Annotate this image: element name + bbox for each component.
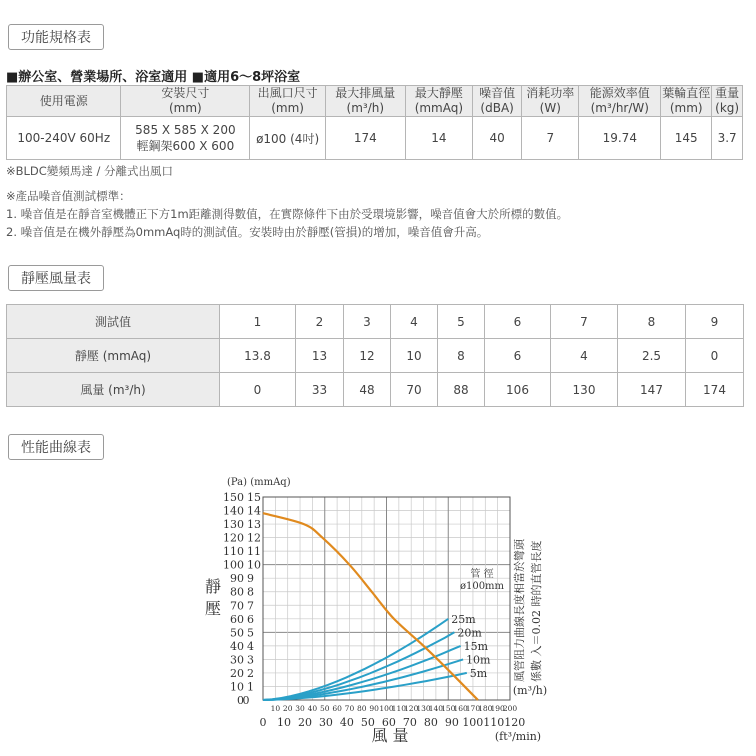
cell-airflow: 147 — [618, 373, 686, 407]
tab-spec-table[interactable]: 功能規格表 — [8, 24, 104, 50]
x-tick-cfm: 20 — [297, 716, 312, 729]
spec-data-row — [7, 117, 743, 160]
y-tick-mmaq: 6 — [247, 612, 254, 626]
y-tick-pa: 140 — [223, 504, 244, 518]
x-tick-cfm: 10 — [276, 716, 291, 729]
cell-efficiency: 19.74 — [579, 117, 661, 160]
cell-test: 9 — [686, 305, 744, 339]
x-tick-cmh: 10 — [270, 704, 281, 713]
x-tick-cfm: 90 — [444, 716, 459, 729]
header-power-consumption: 消耗功率 (W) — [522, 86, 579, 117]
duct-legend-size: ø100mm — [459, 581, 505, 592]
y-tick-mmaq: 9 — [247, 572, 254, 586]
cell-pressure: 4 — [551, 339, 618, 373]
tab-performance-curve[interactable]: 性能曲線表 — [8, 434, 104, 460]
cell-test: 1 — [220, 305, 296, 339]
y-tick-mmaq: 4 — [247, 639, 254, 653]
x-tick-cfm: 100 — [462, 716, 484, 729]
cell-impeller-diameter: 145 — [661, 117, 712, 160]
cell-airflow: 70 — [391, 373, 438, 407]
y-axis-title: 壓 — [204, 599, 222, 618]
y-tick-mmaq: 8 — [247, 585, 254, 599]
cell-test: 6 — [485, 305, 551, 339]
cell-install-size: 585 X 585 X 200 輕鋼架600 X 600 — [121, 117, 250, 160]
cell-test: 7 — [551, 305, 618, 339]
y-tick-pa: 0 — [237, 694, 244, 707]
cell-outlet-size: ø100 (4吋) — [250, 117, 326, 160]
y-tick-pa: 10 — [230, 680, 244, 694]
y-tick-pa: 110 — [223, 545, 244, 559]
duct-curve-label: 5m — [469, 666, 488, 680]
header-noise: 噪音值 (dBA) — [473, 86, 522, 117]
cell-pressure: 10 — [391, 339, 438, 373]
note-bldc: ※BLDC變頻馬達 / 分離式出風口 — [6, 164, 174, 178]
cell-weight: 3.7 — [712, 117, 743, 160]
row-label-pressure: 靜壓 (mmAq) — [7, 339, 220, 373]
y-tick-pa: 60 — [230, 612, 244, 626]
x-tick-cmh: 140 — [428, 704, 444, 713]
test-row — [7, 305, 744, 339]
fan-curve — [263, 513, 478, 700]
row-label-test: 測試值 — [7, 305, 220, 339]
x-unit-cmh: (m³/h) — [512, 684, 548, 697]
duct-curve-label: 25m — [451, 612, 476, 626]
spec-header-row — [7, 86, 743, 117]
y-tick-mmaq: 13 — [247, 518, 261, 532]
cell-pressure: 6 — [485, 339, 551, 373]
x-tick-cmh: 100 — [379, 704, 394, 713]
header-impeller-diameter: 葉輪直徑 (mm) — [662, 86, 711, 115]
cell-max-airflow: 174 — [325, 117, 405, 160]
x-tick-cfm: 30 — [318, 716, 333, 729]
cell-airflow: 0 — [220, 373, 296, 407]
note-noise-1: 1. 噪音值是在靜音室機體正下方1m距離測得數值，在實際條件下由於受環境影響，噪音值會大於所標的數值。 — [6, 207, 569, 221]
y-tick-mmaq: 3 — [247, 653, 254, 667]
header-max-pressure: 最大靜壓 (mmAq) — [405, 86, 472, 117]
cell-airflow: 88 — [438, 373, 485, 407]
y-tick-mmaq: 1 — [247, 680, 254, 694]
y-tick-pa: 20 — [230, 666, 244, 680]
x-tick-cmh: 130 — [416, 704, 431, 713]
x-tick-cmh: 20 — [282, 704, 293, 713]
x-tick-cmh: 30 — [295, 704, 305, 713]
cell-test: 2 — [296, 305, 344, 339]
cell-pressure: 13.8 — [220, 339, 296, 373]
y-tick-mmaq: 10 — [247, 558, 261, 572]
y-tick-mmaq: 11 — [247, 545, 261, 559]
y-tick-mmaq: 2 — [247, 666, 254, 680]
tab-static-table[interactable]: 靜壓風量表 — [8, 265, 104, 291]
x-tick-cmh: 60 — [332, 704, 342, 713]
cell-airflow: 48 — [344, 373, 391, 407]
cell-airflow: 174 — [686, 373, 744, 407]
static-pressure-table — [6, 304, 744, 407]
x-tick-cmh: 50 — [319, 704, 330, 713]
x-tick-cmh: 80 — [357, 704, 367, 713]
cell-test: 5 — [438, 305, 485, 339]
note-noise-2: 2. 噪音值是在機外靜壓為0mmAq時的測試值。安裝時由於靜壓(管損)的增加，噪音值會升高。 — [6, 225, 489, 239]
x-tick-cmh: 150 — [441, 704, 456, 713]
side-note-1: 風管阻力曲線長度相當於彎頭 — [513, 539, 526, 682]
header-outlet-size: 出風口尺寸 (mm) — [250, 86, 326, 117]
x-tick-cfm: 40 — [339, 716, 354, 729]
duct-curve-label: 20m — [457, 626, 482, 640]
x-tick-cmh: 190 — [490, 704, 505, 713]
y-tick-mmaq: 14 — [247, 504, 261, 518]
y-tick-pa: 80 — [230, 585, 244, 599]
page-heading: ■辦公室、營業場所、浴室適用 ■適用6～8坪浴室 — [6, 70, 301, 85]
header-max-airflow: 最大排風量 (m³/h) — [325, 86, 405, 117]
x-tick-cmh: 170 — [465, 704, 481, 713]
x-tick-cmh: 120 — [404, 704, 419, 713]
side-note-2: 係數 入＝0.02 時的直管長度 — [530, 540, 543, 682]
y-tick-pa: 50 — [230, 626, 244, 640]
x-tick-cmh: 200 — [502, 704, 518, 713]
cell-power: 100-240V 60Hz — [7, 117, 121, 160]
x-tick-cfm: 0 — [259, 716, 267, 729]
y-tick-pa: 120 — [223, 531, 244, 545]
x-tick-cfm: 50 — [360, 716, 375, 729]
duct-curve — [263, 632, 454, 700]
x-tick-cfm: 110 — [483, 716, 505, 729]
header-power: 使用電源 — [7, 86, 121, 117]
x-tick-cmh: 70 — [344, 704, 355, 713]
cell-airflow: 33 — [296, 373, 344, 407]
cell-test: 8 — [618, 305, 686, 339]
y-tick-pa: 40 — [230, 639, 244, 653]
duct-curve-label: 15m — [463, 639, 489, 653]
cell-pressure: 2.5 — [618, 339, 686, 373]
x-tick-cmh: 90 — [369, 704, 379, 713]
y-tick-mmaq: 7 — [247, 599, 254, 613]
cell-noise: 40 — [473, 117, 522, 160]
y-tick-zero: 0 — [242, 694, 250, 707]
x-tick-cmh: 160 — [453, 704, 468, 713]
x-tick-cfm: 80 — [423, 716, 438, 729]
airflow-row — [7, 373, 744, 407]
row-label-airflow: 風量 (m³/h) — [7, 373, 220, 407]
cell-pressure: 13 — [296, 339, 344, 373]
pressure-row — [7, 339, 744, 373]
y-tick-mmaq: 15 — [247, 491, 261, 504]
duct-curve-label: 10m — [466, 653, 491, 667]
x-tick-cmh: 40 — [307, 704, 318, 713]
cell-max-pressure: 14 — [405, 117, 472, 160]
y-tick-pa: 90 — [230, 572, 244, 586]
y-tick-pa: 30 — [230, 653, 244, 667]
y-tick-mmaq: 12 — [247, 531, 261, 545]
cell-power-consumption: 7 — [522, 117, 579, 160]
spec-table — [6, 85, 743, 160]
x-axis-title: 風 量 — [371, 726, 409, 745]
y-axis-title: 靜 — [204, 577, 222, 596]
y-tick-pa: 100 — [223, 558, 244, 572]
x-tick-cmh: 180 — [478, 704, 493, 713]
duct-legend-label: 管 徑 — [470, 569, 494, 580]
y-unit-label: (Pa) (mmAq) — [227, 477, 291, 488]
performance-curve-chart — [0, 470, 756, 756]
cell-airflow: 130 — [551, 373, 618, 407]
x-unit-cfm: (ft³/min) — [494, 730, 542, 743]
header-efficiency: 能源效率值 (m³/hr/W) — [579, 86, 661, 117]
cell-pressure: 0 — [686, 339, 744, 373]
cell-airflow: 106 — [485, 373, 551, 407]
x-tick-cfm: 120 — [504, 716, 526, 729]
note-noise-title: ※產品噪音值測試標準： — [6, 189, 131, 203]
cell-pressure: 12 — [344, 339, 391, 373]
cell-test: 3 — [344, 305, 391, 339]
cell-pressure: 8 — [438, 339, 485, 373]
y-tick-pa: 150 — [223, 491, 244, 504]
y-tick-mmaq: 5 — [247, 626, 254, 640]
x-tick-cfm: 70 — [402, 716, 417, 729]
cell-test: 4 — [391, 305, 438, 339]
header-install-size: 安裝尺寸 (mm) — [121, 86, 250, 117]
y-tick-pa: 70 — [230, 599, 244, 613]
x-tick-cfm: 60 — [381, 716, 396, 729]
x-tick-cmh: 110 — [391, 704, 407, 713]
y-tick-pa: 130 — [223, 518, 244, 532]
header-weight: 重量 (kg) — [712, 86, 743, 117]
